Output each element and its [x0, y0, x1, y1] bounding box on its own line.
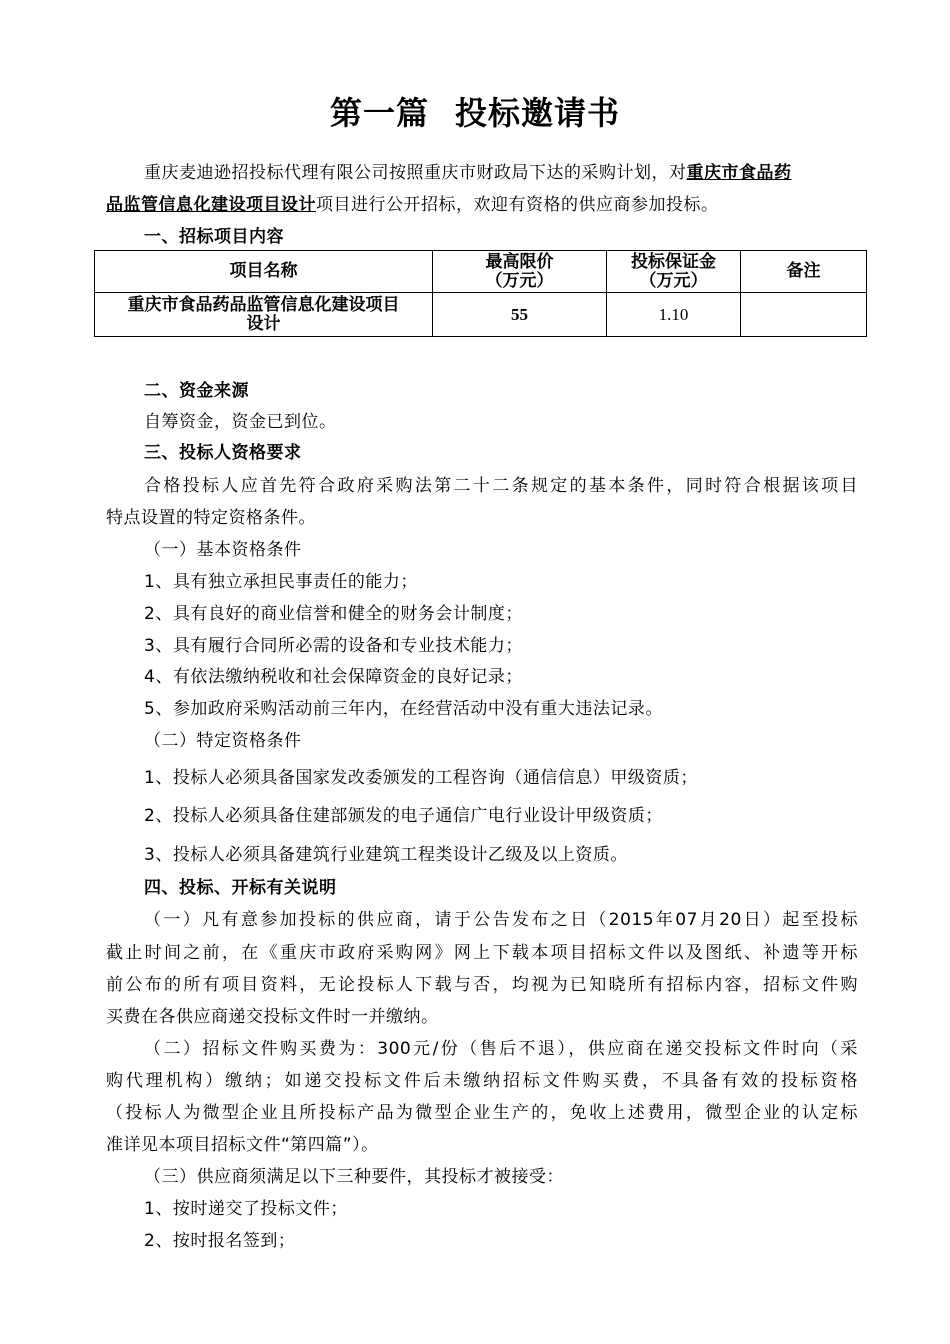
header-remark: 备注 — [741, 251, 867, 293]
list-item: 4、有依法缴纳税收和社会保障资金的良好记录； — [144, 667, 523, 687]
page-title — [0, 88, 950, 134]
section-heading-2: 二、资金来源 — [144, 381, 249, 401]
qualification-intro-line-1: 合格投标人应首先符合政府采购法第二十二条规定的基本条件，同时符合根据该项目 — [144, 476, 858, 496]
list-item: 5、参加政府采购活动前三年内，在经营活动中没有重大违法记录。 — [144, 699, 663, 719]
paragraph-2-line: 准详见本项目招标文件“第四篇”）。 — [106, 1135, 379, 1155]
list-item: 2、具有良好的商业信誉和健全的财务会计制度； — [144, 604, 523, 624]
funding-text: 自筹资金，资金已到位。 — [144, 412, 337, 432]
list-item: 2、按时报名签到； — [144, 1231, 296, 1251]
list-item: 2、投标人必须具备住建部颁发的电子通信广电行业设计甲级资质； — [144, 806, 663, 826]
header-project-name: 项目名称 — [95, 251, 433, 293]
section-heading-1: 一、招标项目内容 — [144, 227, 284, 247]
table-header-row — [95, 251, 867, 293]
header-deposit: 投标保证金 （万元） — [607, 251, 741, 293]
project-name-underlined: 重庆市食品药 — [686, 163, 792, 183]
paragraph-1-line: 截止时间之前，在《重庆市政府采购网》网上下载本项目招标文件以及图纸、补遗等开标 — [106, 943, 858, 963]
cell-deposit: 1.10 — [607, 293, 741, 337]
basic-qualification-title: （一）基本资格条件 — [144, 540, 302, 560]
list-item: 1、按时递交了投标文件； — [144, 1199, 348, 1219]
header-max-price: 最高限价 （万元） — [433, 251, 607, 293]
intro-line-1: 重庆麦迪逊招投标代理有限公司按照重庆市财政局下达的采购计划，对重庆市食品药 — [144, 163, 792, 183]
bid-items-table — [94, 250, 867, 337]
table-row — [95, 293, 867, 337]
list-item: 1、投标人必须具备国家发改委颁发的工程咨询（通信信息）甲级资质； — [144, 768, 698, 788]
cell-remark — [741, 293, 867, 337]
title-part-1: 第一篇 — [329, 94, 429, 132]
section-heading-4: 四、投标、开标有关说明 — [144, 878, 337, 898]
paragraph-1-line: （一）凡有意参加投标的供应商，请于公告发布之日（2015年07月20日）起至投标 — [144, 910, 858, 930]
paragraph-2-line: 购代理机构）缴纳；如递交投标文件后未缴纳招标文件购买费，不具备有效的投标资格 — [106, 1071, 858, 1091]
qualification-intro-line-2: 特点设置的特定资格条件。 — [106, 508, 316, 528]
title-part-2: 投标邀请书 — [455, 94, 621, 132]
paragraph-1-line: 买费在各供应商递交投标文件时一并缴纳。 — [106, 1007, 439, 1027]
section-heading-3: 三、投标人资格要求 — [144, 443, 302, 463]
paragraph-2-line: （投标人为微型企业且所投标产品为微型企业生产的，免收上述费用，微型企业的认定标 — [106, 1103, 858, 1123]
paragraph-3-title: （三）供应商须满足以下三种要件，其投标才被接受： — [144, 1167, 564, 1187]
list-item: 3、投标人必须具备建筑行业建筑工程类设计乙级及以上资质。 — [144, 845, 628, 865]
cell-project-name: 重庆市食品药品监管信息化建设项目 设计 — [95, 293, 433, 337]
list-item: 3、具有履行合同所必需的设备和专业技术能力； — [144, 636, 523, 656]
paragraph-2-line: （二）招标文件购买费为：300元/份（售后不退），供应商在递交投标文件时向（采 — [144, 1039, 858, 1059]
cell-max-price: 55 — [433, 293, 607, 337]
paragraph-1-line: 前公布的所有项目资料，无论投标人下载与否，均视为已知晓所有招标内容，招标文件购 — [106, 975, 858, 995]
intro-line-2: 品监管信息化建设项目设计项目进行公开招标，欢迎有资格的供应商参加投标。 — [106, 195, 719, 215]
project-name-underlined-cont: 品监管信息化建设项目设计 — [106, 195, 316, 215]
list-item: 1、具有独立承担民事责任的能力； — [144, 572, 418, 592]
special-qualification-title: （二）特定资格条件 — [144, 731, 302, 751]
